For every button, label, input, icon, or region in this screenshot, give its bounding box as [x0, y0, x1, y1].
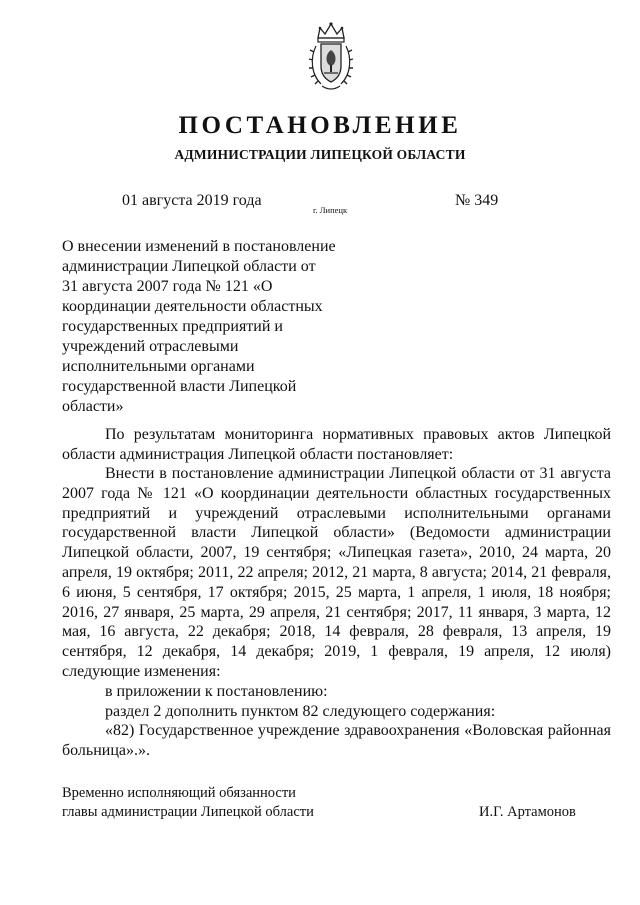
resolution-body — [62, 464, 611, 761]
subject-line: учреждений отраслевыми — [62, 338, 239, 355]
lipetsk-coat-of-arms-icon — [308, 20, 354, 92]
subject-line: 31 августа 2007 года № 121 «О — [62, 278, 273, 295]
document-title: ПОСТАНОВЛЕНИЕ — [178, 112, 462, 139]
preamble-paragraph: По результатам мониторинга нормативных правовых актов Липецкой области администрация Липецкой области постановляет: — [62, 426, 611, 463]
subject-line: администрации Липецкой области от — [62, 258, 316, 275]
subject-line: области» — [62, 398, 124, 415]
body-paragraph: в приложении к постановлению: — [105, 682, 328, 700]
subject-line: координации деятельности областных — [62, 298, 323, 315]
preamble — [62, 425, 611, 465]
document-city: г. Липецк — [313, 205, 348, 215]
signatory-position — [62, 784, 314, 822]
body-paragraph: Внести в постановление администрации Липецкой области от 31 августа 2007 года № 121 «О координации деятельности областных государственных предприятий и учреждений отраслевыми исполнительными органами государственной власти Липецкой области» (Ведомости администрации Липецкой области, 2007, 19 сентября; «Липецкая газета», 2010, 24 марта, 20 апреля, 19 октября; 2011, 22 апреля; 2012, 21 марта, 8 августа; 2014, 21 февраля, 6 июня, 5 сентября, 17 октября; 2015, 25 марта, 1 апреля, 1 июля, 18 ноября; 2016, 27 января, 25 марта, 29 апреля, 21 сентября; 2017, 11 января, 3 марта, 12 мая, 16 августа, 22 декабря; 2018, 14 февраля, 28 февраля, 13 апреля, 19 сентября, 12 декабря, 14 декабря; 2019, 1 февраля, 19 апреля, 12 июля) следующие изменения: — [62, 465, 611, 680]
subject-line: государственной власти Липецкой — [62, 378, 297, 395]
signatory-position-line: главы администрации Липецкой области — [62, 804, 314, 820]
document-date: 01 августа 2019 года — [122, 192, 262, 209]
issuing-authority: АДМИНИСТРАЦИИ ЛИПЕЦКОЙ ОБЛАСТИ — [174, 147, 466, 162]
signatory-name: И.Г. Артамонов — [479, 804, 576, 820]
document-number: № 349 — [455, 192, 499, 209]
subject-line: О внесении изменений в постановление — [62, 238, 336, 255]
signatory-position-line: Временно исполняющий обязанности — [62, 785, 296, 801]
document-subject — [62, 237, 362, 417]
body-paragraph: раздел 2 дополнить пунктом 82 следующего содержания: — [105, 702, 496, 720]
subject-line: исполнительными органами — [62, 358, 255, 375]
subject-line: государственных предприятий и — [62, 318, 283, 335]
emblem — [308, 20, 354, 92]
body-paragraph: «82) Государственное учреждение здравоохранения «Воловская районная больница».». — [62, 722, 611, 760]
